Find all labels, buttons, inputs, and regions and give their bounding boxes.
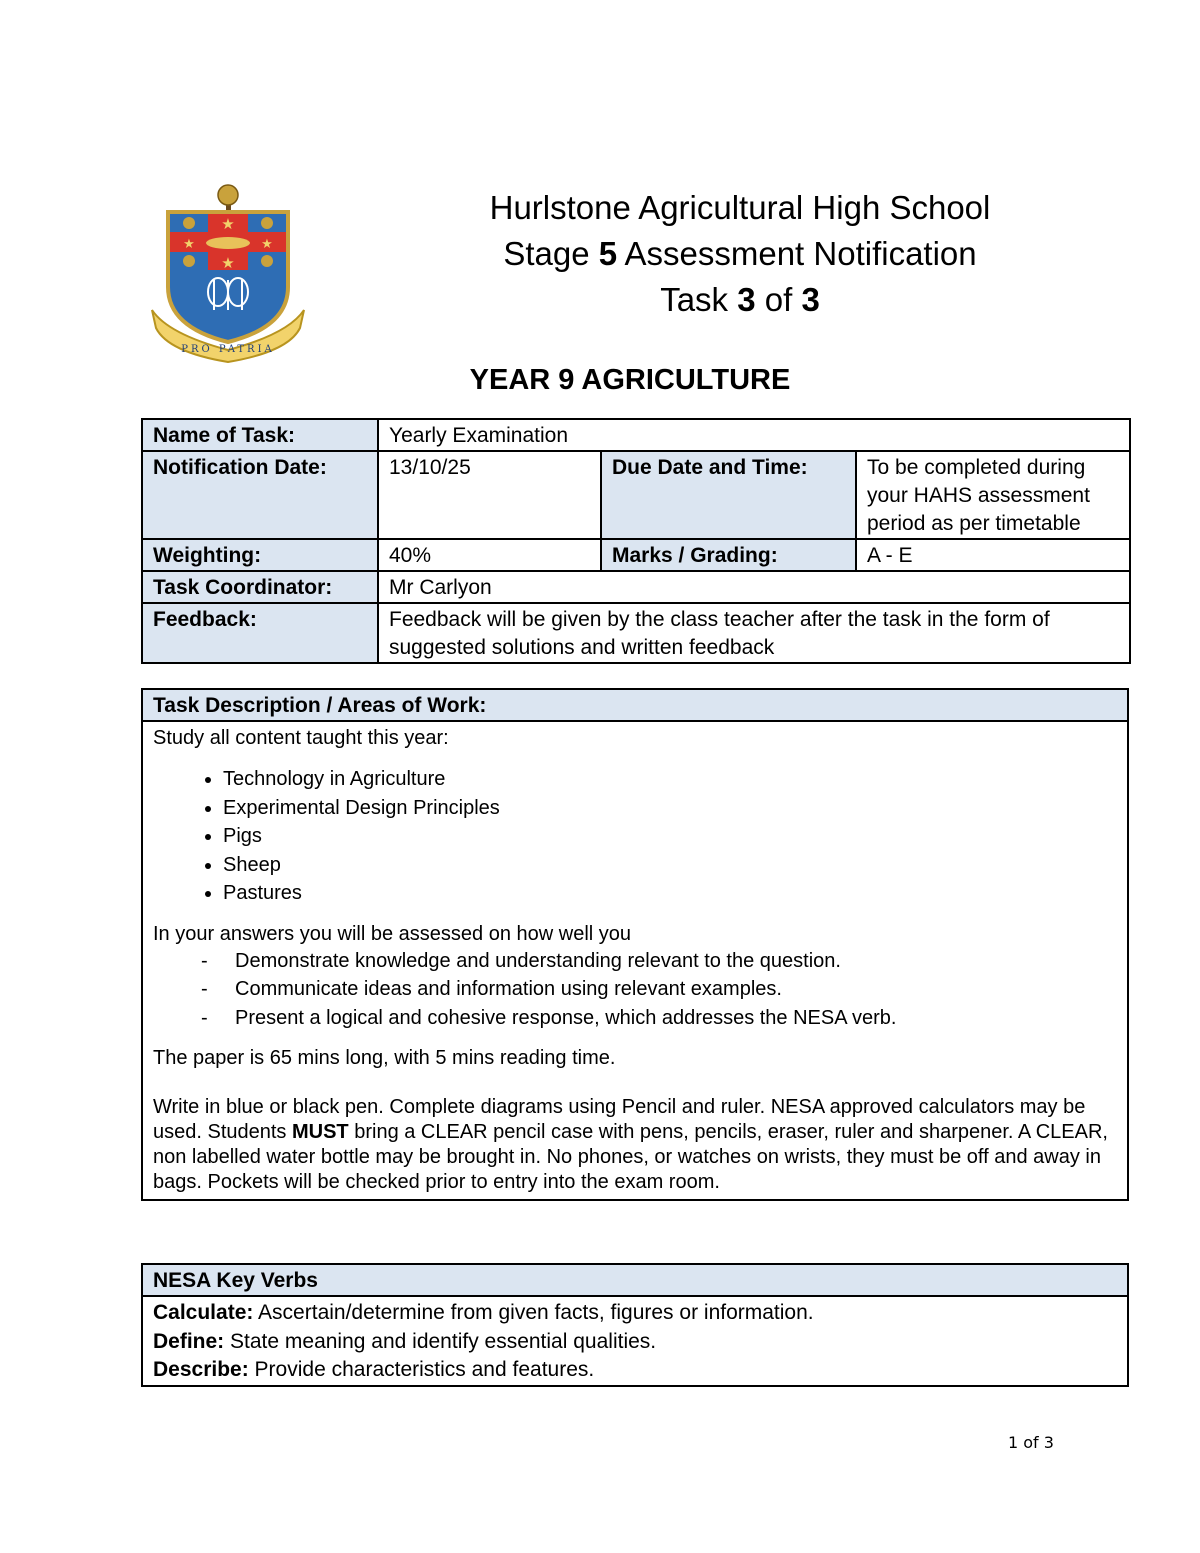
nesa-verbs-body: [142, 1296, 1128, 1386]
study-intro: Study all content taught this year:: [153, 727, 449, 749]
list-item: • Experimental Design Principles: [223, 794, 1117, 823]
nesa-verbs-table: [141, 1263, 1129, 1387]
paper-length: The paper is 65 mins long, with 5 mins reading time.: [153, 1047, 616, 1069]
verb-calculate: Calculate: Ascertain/determine from given facts, figures or information.: [153, 1301, 814, 1324]
svg-text:★: ★: [221, 215, 235, 233]
nesa-verbs-heading: NESA Key Verbs: [142, 1264, 1128, 1296]
weighting-label: Weighting:: [142, 539, 378, 571]
table-row: [142, 451, 1130, 539]
table-row: [142, 539, 1130, 571]
criteria-list: [153, 947, 1117, 1033]
notification-date-label: Notification Date:: [142, 451, 378, 539]
list-item: • Technology in Agriculture: [223, 765, 1117, 794]
course-title: YEAR 9 AGRICULTURE: [469, 364, 791, 396]
school-crest-logo: [148, 182, 308, 364]
task-info-table: [141, 418, 1131, 664]
table-row: [142, 419, 1130, 451]
name-of-task-label: Name of Task:: [142, 419, 378, 451]
table-row: [142, 571, 1130, 603]
name-of-task-value: Yearly Examination: [378, 419, 1130, 451]
list-item: • Sheep: [223, 851, 1117, 880]
page-number: 1 of 3: [1008, 1433, 1054, 1452]
due-date-value: To be completed during your HAHS assessment period as per timetable: [856, 451, 1130, 539]
task-coordinator-value: Mr Carlyon: [378, 571, 1130, 603]
exam-instructions: Write in blue or black pen. Complete diagrams using Pencil and ruler. NESA approved calculators may be used. Students MUST bring a CLEAR pencil case with pens, pencils, eraser, ruler and sharpener. A CLEAR, non labelled water bottle may be brought in. No phones, or watches on wrists, they must be off and away in bags. Pockets will be checked prior to entry into the exam room.: [153, 1096, 1108, 1193]
table-row: [142, 603, 1130, 663]
task-description-table: [141, 688, 1129, 1201]
table-row: [142, 1264, 1128, 1296]
assessment-intro: In your answers you will be assessed on how well you: [153, 922, 632, 945]
notification-date-value: 13/10/25: [378, 451, 601, 539]
table-row: [142, 721, 1128, 1200]
list-item: • Pastures: [223, 879, 1117, 908]
verb-describe: Describe: Provide characteristics and features.: [153, 1358, 595, 1381]
task-description-body: [142, 721, 1128, 1200]
table-row: [142, 1296, 1128, 1386]
due-date-label: Due Date and Time:: [601, 451, 856, 539]
verb-define: Define: State meaning and identify essential qualities.: [153, 1329, 657, 1353]
stage-title: Stage 5 Assessment Notification: [503, 235, 977, 272]
topic-list: [153, 765, 1117, 908]
school-name: Hurlstone Agricultural High School: [489, 189, 991, 226]
svg-text:★: ★: [183, 237, 195, 252]
list-item: - Demonstrate knowledge and understanding relevant to the question.: [235, 947, 1117, 976]
svg-text:★: ★: [261, 237, 273, 252]
task-description-heading: Task Description / Areas of Work:: [142, 689, 1128, 721]
task-number: Task 3 of 3: [660, 281, 820, 318]
marks-grading-value: A - E: [856, 539, 1130, 571]
task-coordinator-label: Task Coordinator:: [142, 571, 378, 603]
feedback-value: Feedback will be given by the class teacher after the task in the form of suggested solutions and written feedback: [378, 603, 1130, 663]
svg-text:PRO PATRIA: PRO PATRIA: [181, 344, 275, 355]
list-item: - Communicate ideas and information using relevant examples.: [235, 975, 1117, 1004]
marks-grading-label: Marks / Grading:: [601, 539, 856, 571]
svg-text:★: ★: [221, 254, 235, 272]
weighting-value: 40%: [378, 539, 601, 571]
table-row: [142, 689, 1128, 721]
feedback-label: Feedback:: [142, 603, 378, 663]
list-item: • Pigs: [223, 822, 1117, 851]
list-item: - Present a logical and cohesive response, which addresses the NESA verb.: [235, 1004, 1117, 1033]
